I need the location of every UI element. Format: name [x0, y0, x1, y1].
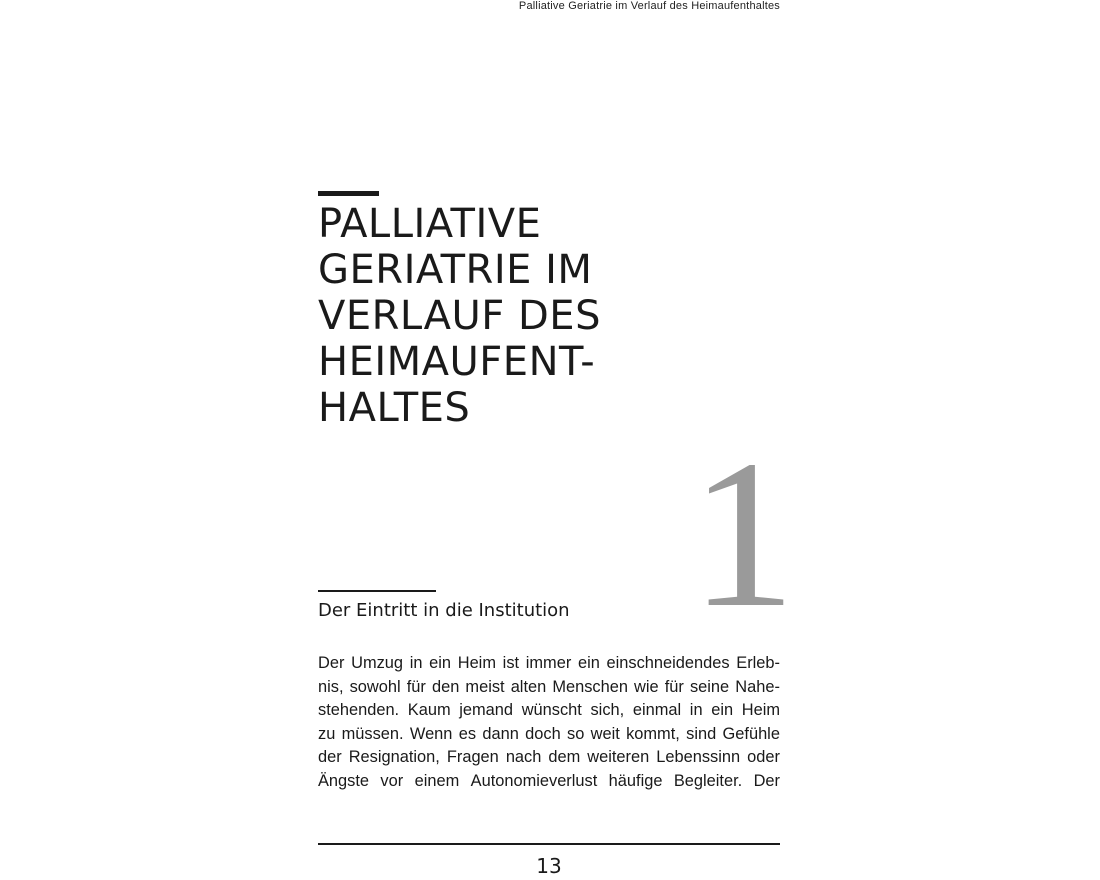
body-word: Heim	[457, 654, 496, 672]
body-word: häufige	[608, 771, 663, 790]
body-word: weiteren	[587, 748, 650, 766]
body-word: ein	[429, 654, 452, 672]
title-accent-rule	[318, 191, 379, 196]
body-word: für	[406, 677, 426, 696]
chapter-title-line: HEIMAUFENT-	[318, 339, 596, 385]
body-word: Kaum	[407, 701, 451, 719]
chapter-title-line: HALTES	[318, 385, 471, 431]
body-word: immer	[525, 654, 572, 672]
chapter-title-line: VERLAUF DES	[318, 293, 601, 339]
body-word: der	[318, 748, 342, 766]
body-word: zu	[318, 724, 336, 743]
body-word: wie	[634, 677, 659, 696]
body-line	[318, 723, 780, 747]
body-word: Menschen	[552, 677, 628, 696]
body-word: nis,	[318, 677, 344, 696]
body-word: ein	[711, 701, 734, 719]
body-word: dann	[482, 724, 519, 743]
body-word: für	[664, 677, 684, 696]
body-word: alten	[510, 677, 547, 696]
body-word: Umzug	[351, 654, 404, 672]
body-word: Fragen	[446, 748, 499, 766]
body-word: einschneidendes	[606, 654, 730, 672]
body-word: Resignation,	[348, 748, 440, 766]
body-word: wünscht	[521, 701, 582, 719]
body-word: sich,	[590, 701, 625, 719]
body-paragraph	[318, 652, 780, 793]
body-word: in	[409, 654, 423, 672]
section-heading-rule	[318, 590, 436, 592]
body-word: vor	[380, 771, 404, 790]
body-line	[318, 746, 780, 770]
body-word: in	[689, 701, 703, 719]
body-word: Autonomieverlust	[470, 771, 598, 790]
body-word: sind	[686, 724, 717, 743]
page-number: 13	[536, 854, 562, 878]
body-word: kommt,	[626, 724, 680, 743]
body-word: Der	[318, 654, 345, 672]
body-word: doch	[525, 724, 561, 743]
body-word: jemand	[459, 701, 514, 719]
body-word: Heim	[741, 701, 780, 719]
body-word: einem	[414, 771, 460, 790]
body-word: Nahe-	[735, 677, 780, 696]
body-word: Lebenssinn	[656, 748, 741, 766]
body-word: oder	[747, 748, 780, 766]
body-word: einmal	[632, 701, 682, 719]
chapter-number: 1	[690, 416, 796, 651]
body-word: ist	[502, 654, 520, 672]
body-line	[318, 652, 780, 676]
body-word: dem	[548, 748, 581, 766]
body-word: Gefühle	[722, 724, 780, 743]
body-line	[318, 770, 780, 794]
body-word: Der	[753, 771, 780, 790]
body-word: ein	[577, 654, 600, 672]
body-word: sowohl	[349, 677, 401, 696]
section-heading: Der Eintritt in die Institution	[318, 600, 570, 621]
chapter-title-line: GERIATRIE IM	[318, 247, 593, 293]
running-header: Palliative Geriatrie im Verlauf des Heimaufenthaltes	[518, 0, 780, 12]
body-word: müssen.	[341, 724, 404, 743]
body-word: den	[431, 677, 460, 696]
body-word: Ängste	[318, 771, 370, 790]
body-word: meist	[465, 677, 505, 696]
body-word: es	[458, 724, 477, 743]
body-word: so	[567, 724, 585, 743]
body-word: weit	[590, 724, 620, 743]
body-word: nach	[505, 748, 542, 766]
body-word: seine	[689, 677, 730, 696]
body-line	[318, 699, 780, 723]
body-word: Wenn	[409, 724, 453, 743]
chapter-title-line: PALLIATIVE	[318, 201, 542, 247]
body-word: stehenden.	[318, 701, 400, 719]
body-word: Erleb-	[736, 654, 780, 672]
body-word: Begleiter.	[673, 771, 743, 790]
chapter-title	[318, 201, 758, 431]
footer-rule	[318, 843, 780, 845]
body-line	[318, 676, 780, 700]
